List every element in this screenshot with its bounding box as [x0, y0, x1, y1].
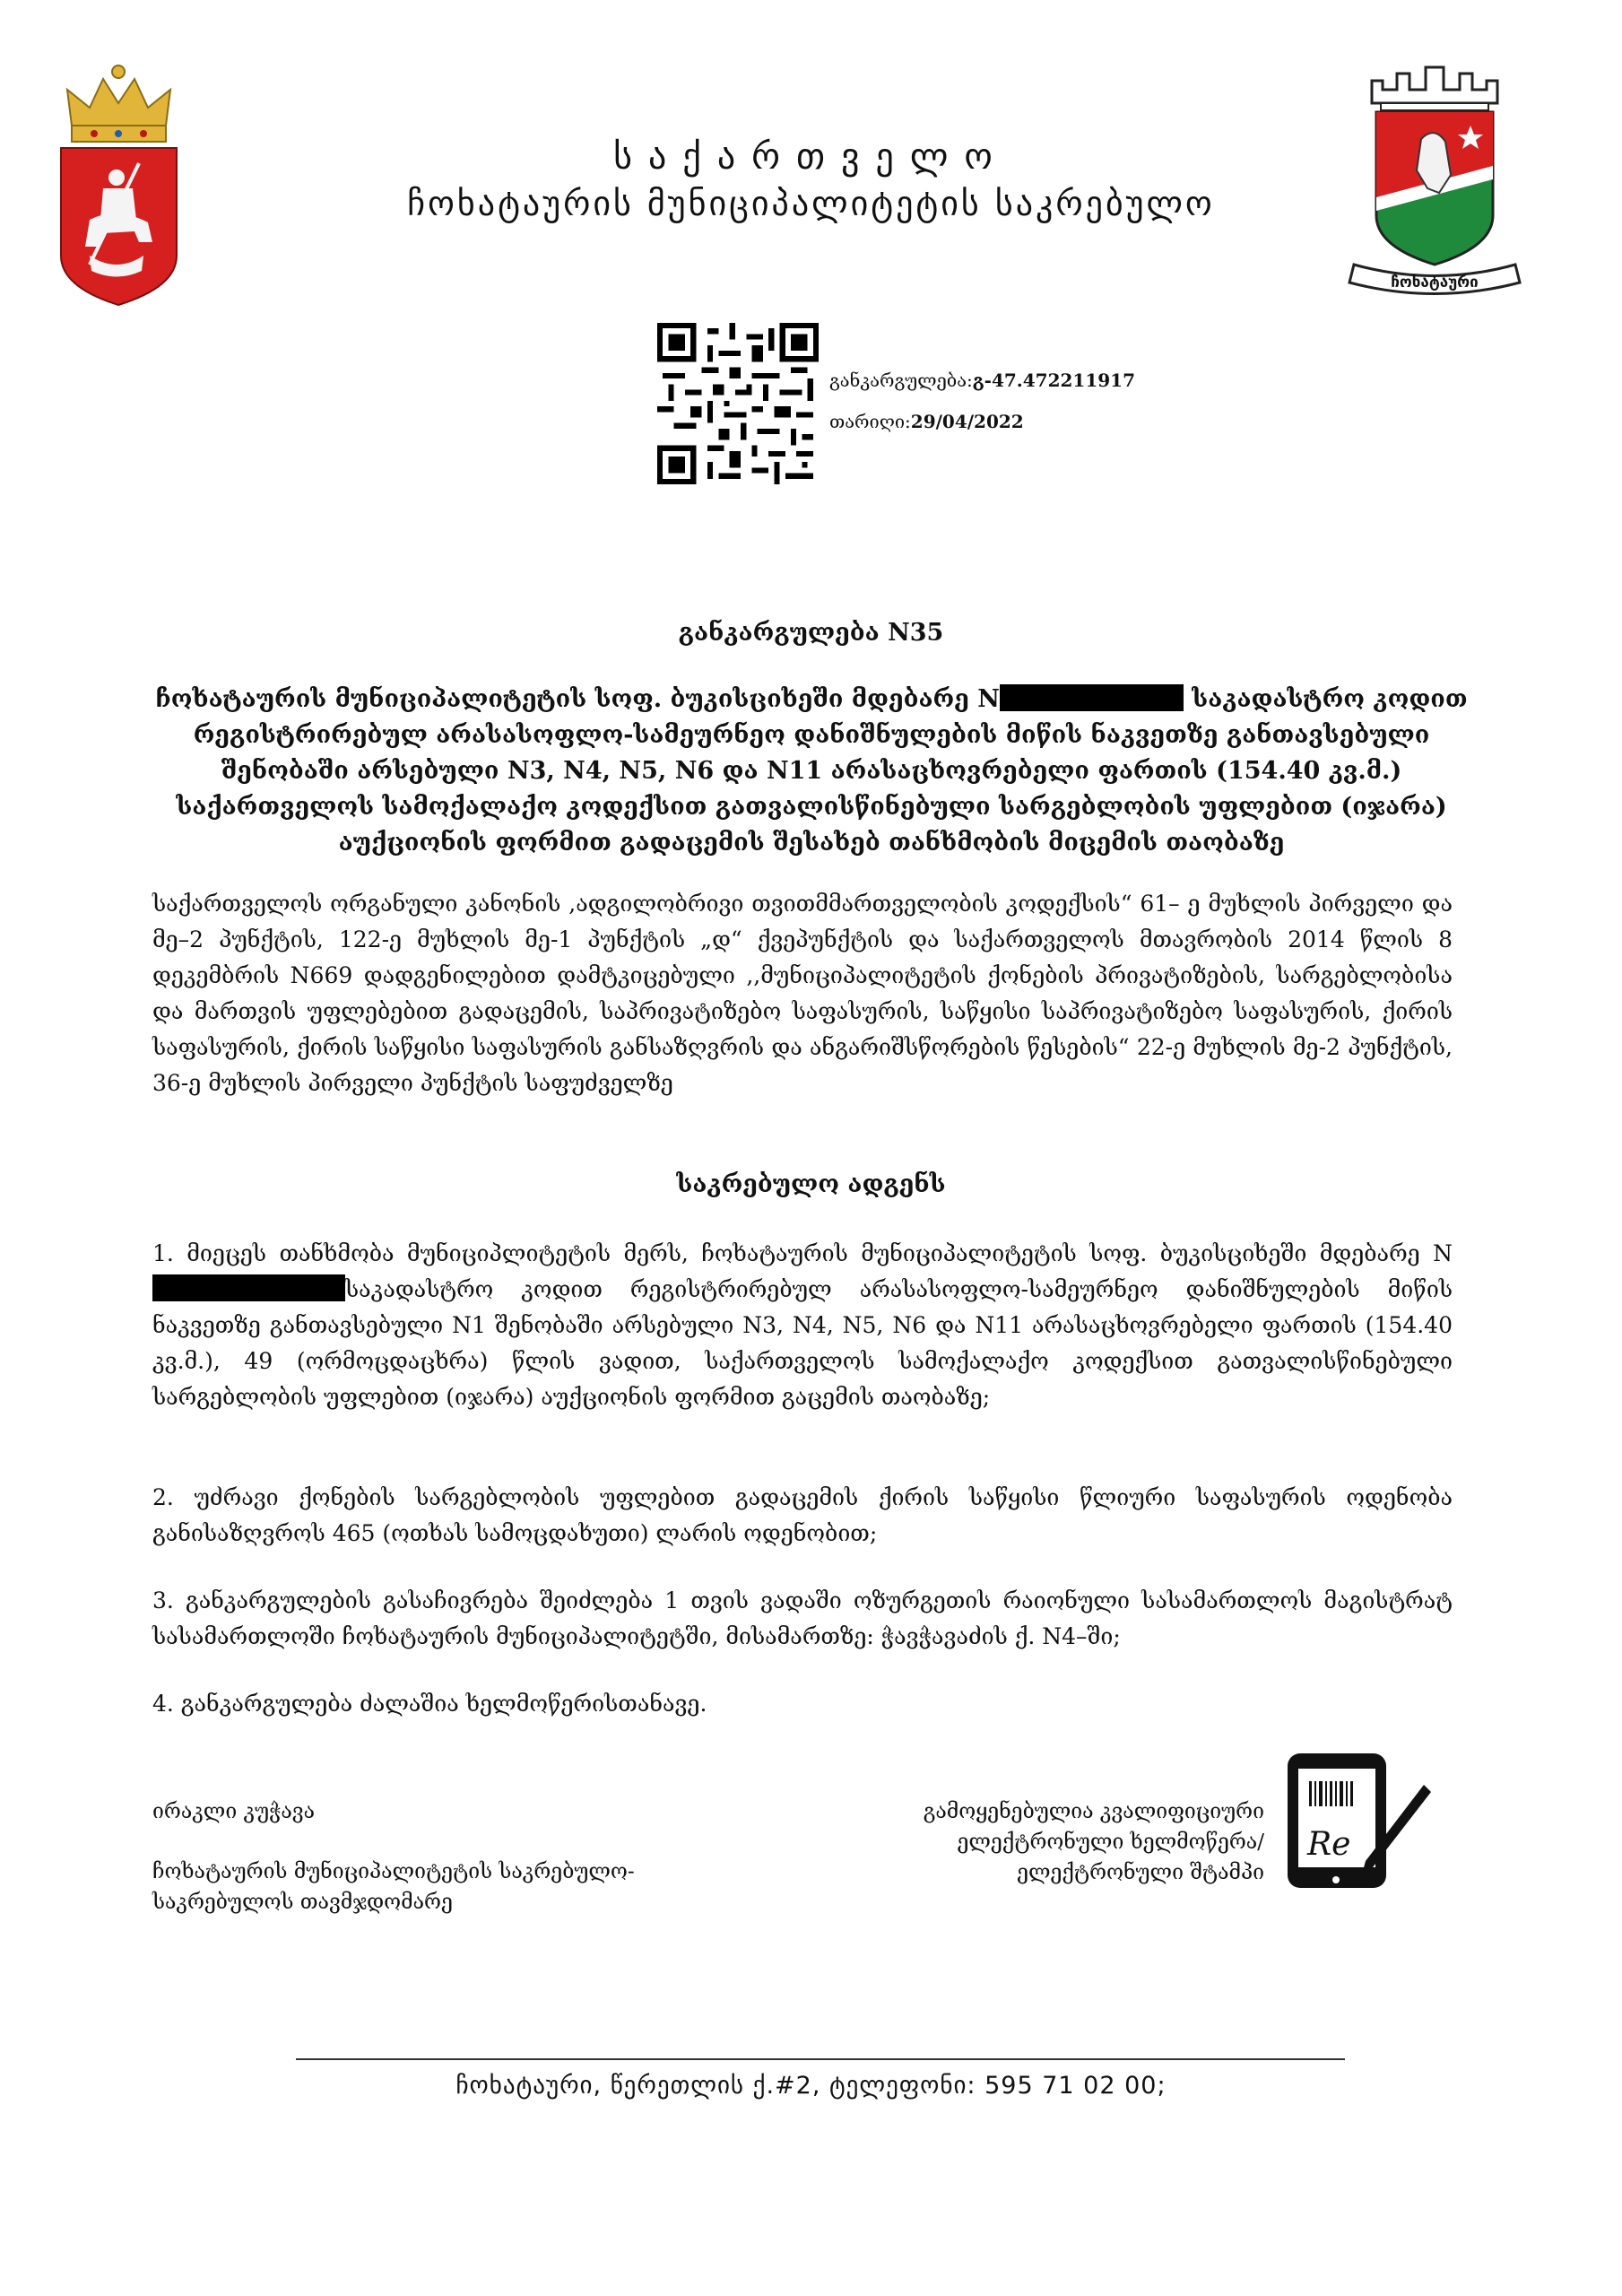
- chokhatauri-emblem-icon: [1345, 63, 1524, 309]
- date-value: 29/04/2022: [910, 411, 1024, 432]
- esign-line3: ელექტრონული შტამპი: [1017, 1861, 1264, 1884]
- council-name: ჩოხატაურის მუნიციპალიტეტის საკრებულო: [407, 184, 1215, 223]
- footer-divider: [296, 2058, 1345, 2060]
- emblem-ribbon-text: ჩოხატაური: [1391, 274, 1479, 291]
- item-4: 4. განკარგულება ძალაშია ხელმოწერისთანავე.: [152, 1691, 707, 1717]
- order-number-line: [829, 370, 1135, 391]
- redaction-bar: [152, 1274, 345, 1301]
- decides-heading: საკრებულო ადგენს: [676, 1170, 946, 1198]
- document-title: განკარგულება N35: [678, 619, 944, 647]
- item-3: 3. განკარგულების გასაჩივრება შეიძლება 1 თვის ვადაში ოზურგეთის რაიონული სასამართლოს მაგისტრატ სასამართლოში ჩოხატაურის მუნიციპალიტეტში, მისამართზე: ჭავჭავაძის ქ. N4–ში;: [152, 1587, 1453, 1649]
- order-number-label: განკარგულება:: [829, 370, 973, 391]
- country-name: საქართველო: [613, 136, 1009, 178]
- signatory-position-line2: საკრებულოს თავმჯდომარე: [152, 1891, 453, 1914]
- esign-line2: ელექტრონული ხელმოწერა/: [957, 1831, 1264, 1854]
- esign-line1: გამოყენებულია კვალიფიციური: [923, 1800, 1264, 1823]
- signatory-position-line1: ჩოხატაურის მუნიციპალიტეტის საკრებულო-: [152, 1860, 635, 1883]
- item-1-text-part2: საკადასტრო კოდით რეგისტრირებულ არასასოფლო-სამეურნეო დანიშნულების მიწის ნაკვეთზე განთავსებული N1 შენობაში არსებული N3, N4, N5, N6 და N11 არასაცხოვრებელი ფართის (154.40 კვ.მ.), 49 (ორმოცდაცხრა) წლის ვადით, საქართველოს სამოქალაქო კოდექსით გათვალისწინებული სარგებლობის უფლებით (იჯარა) აუქციონის ფორმით გაცემის თაობაზე;: [152, 1276, 1453, 1410]
- subject-text-part1: ჩოხატაურის მუნიციპალიტეტის სოფ. ბუკისციხეში მდებარე N: [155, 685, 1000, 713]
- item-1-text-part1: 1. მიეცეს თანხმობა მუნიციპლიტეტის მერს, ჩოხატაურის მუნიციპალიტეტის სოფ. ბუკისციხეში მდებარე N: [152, 1240, 1453, 1266]
- esignature-note: [852, 1796, 1264, 1888]
- signatory-name: ირაკლი კუჭავა: [152, 1800, 316, 1823]
- date-label: თარიღი:: [829, 411, 911, 432]
- preamble-paragraph: საქართველოს ორგანული კანონის ,ადგილობრივი თვითმმართველობის კოდექსის“ 61– ე მუხლის პირველი და მე–2 პუნქტის, 122-ე მუხლის მე-1 პუნქტის „დ“ ქვეპუნქტის და საქართველოს მთავრობის 2014 წლის 8 დეკემბრის N669 დადგენილებით დამტკიცებული ,,მუნიციპალიტეტის ქონების პრივატიზების, სარგებლობისა და მართვის უფლებებით გადაცემის, საპრივატიზებო საფასურის, საწყისი საპრივატიზებო საფასურის, ქირის საფასურის, ქირის საწყისი საფასურის განსაზღვრის და ანგარიშსწორების წესების“ 22-ე მუხლის მე-2 პუნქტის, 36-ე მუხლის პირველი პუნქტის საფუძველზე: [152, 891, 1453, 1096]
- document-subject: [152, 682, 1470, 861]
- svg-text:Re: Re: [1307, 1826, 1351, 1863]
- item-2: 2. უძრავი ქონების სარგებლობის უფლებით გადაცემის ქირის საწყისი წლიური საფასურის ოდენობა განისაზღვროს 465 (ოთხას სამოცდახუთი) ლარის ოდენობით;: [152, 1484, 1453, 1546]
- footer-address: ჩოხატაური, წერეთლის ქ.#2, ტელეფონი: 595 71 02 00;: [455, 2072, 1167, 2100]
- qr-code-icon: [657, 323, 819, 484]
- redaction-bar: [1000, 684, 1184, 711]
- subject-text-part2: საკადასტრო კოდით რეგისტრირებულ არასასოფლო-სამეურნეო დანიშნულების მიწის ნაკვეთზე განთავსებული შენობაში არსებული N3, N4, N5, N6 და N11 არასაცხოვრებელი ფართის (154.40 კვ.მ.) საქართველოს სამოქალაქო კოდექსით გათვალისწინებული სარგებლობის უფლებით (იჯარა) აუქციონის ფორმით გადაცემის შესახებ თანხმობის მიცემის თაობაზე: [176, 685, 1468, 857]
- order-number: გ-47.472211917: [972, 370, 1135, 391]
- item-1: [152, 1236, 1453, 1415]
- date-line: [829, 411, 1024, 432]
- electronic-signature-icon: [1280, 1749, 1433, 1892]
